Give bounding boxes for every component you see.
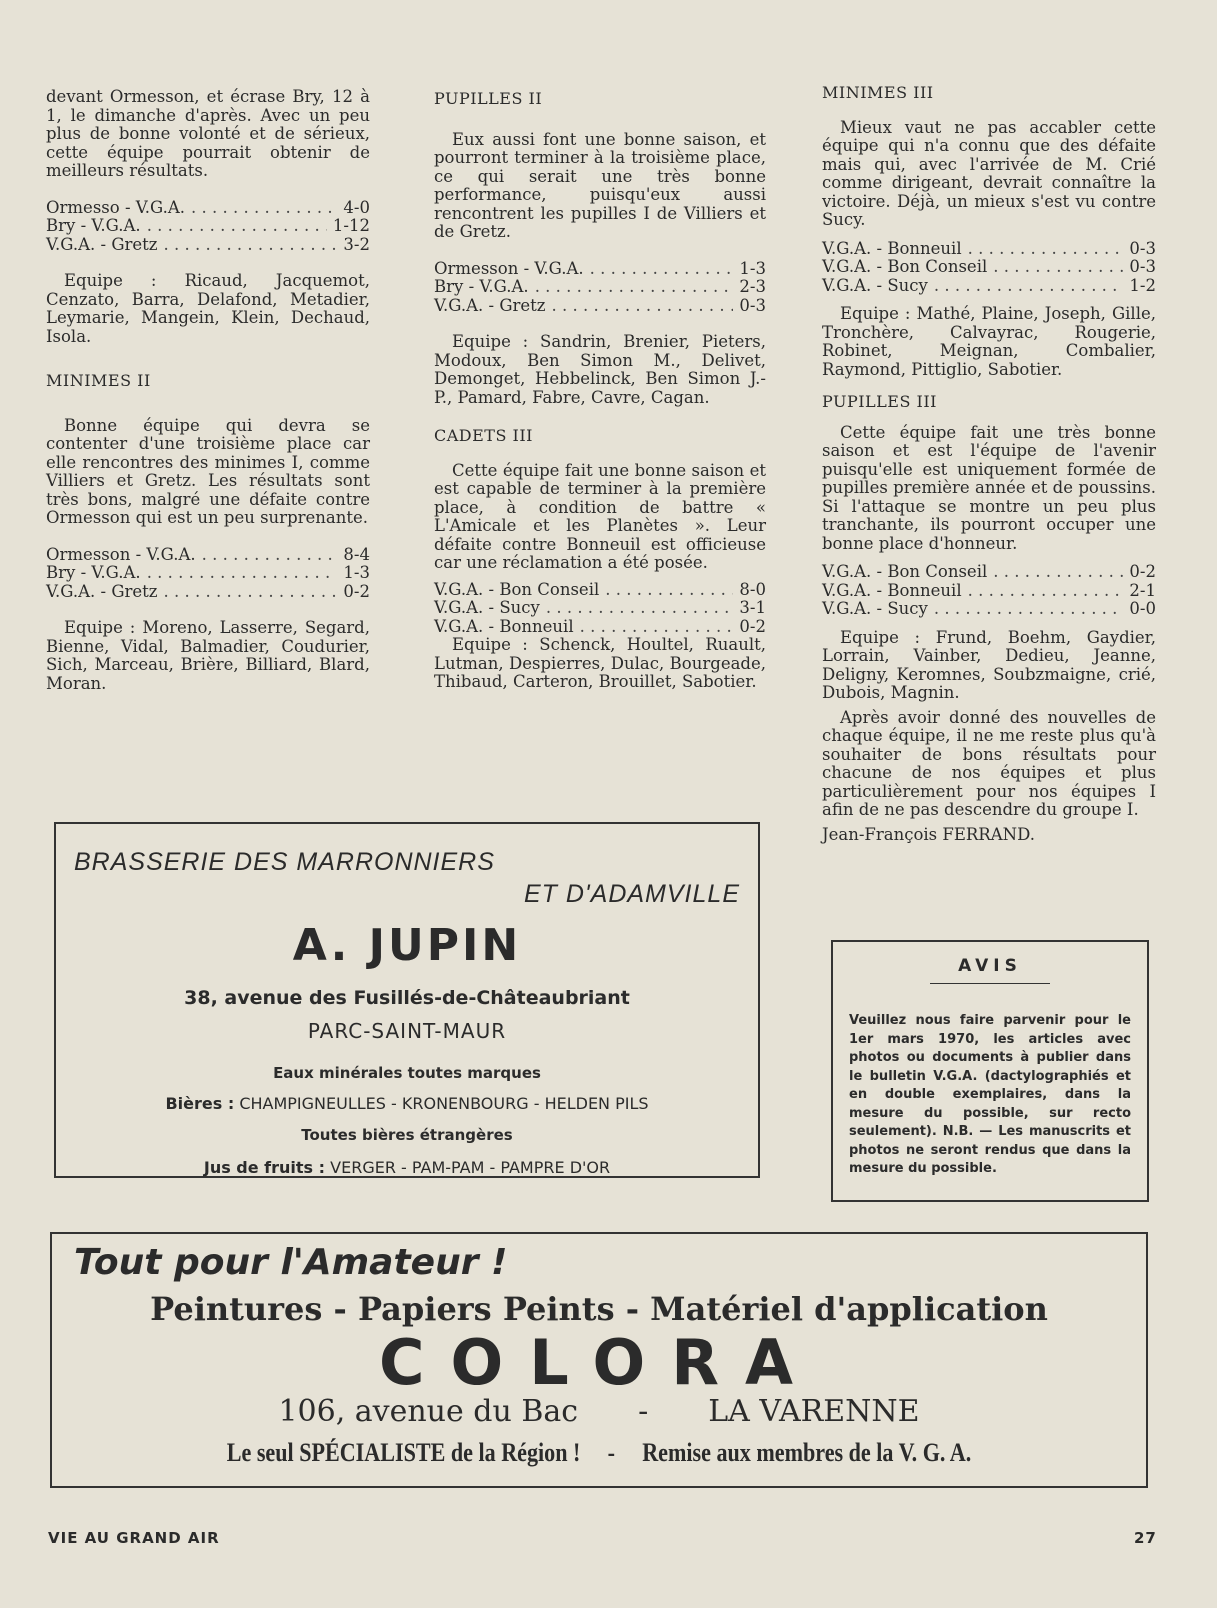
colora-advertisement	[50, 1232, 1148, 1488]
section-heading: CADETS III	[434, 426, 533, 445]
intro-paragraph: devant Ormesson, et écrase Bry, 12 à 1, le dimanche d'après. Avec un peu plus de bonne volonté et de sérieux, cette équipe pourrait obtenir de meilleurs résultats.	[46, 87, 370, 180]
score-table-3	[434, 260, 766, 316]
section-heading: PUPILLES II	[434, 89, 543, 108]
ad-location	[52, 1394, 1146, 1429]
score-row: V.G.A. - Sucy . . . 0-0	[822, 600, 1156, 619]
signature: Jean-François FERRAND.	[822, 824, 1035, 844]
team-list: Equipe : Mathé, Plaine, Joseph, Gille, Tronchère, Calvayrac, Rougerie, Robinet, Meignan, Combalier, Raymond, Pittiglio, Sabotier.	[822, 304, 1156, 379]
section-paragraph: Mieux vaut ne pas accabler cette équipe qui n'a connu que des défaite mais qui, avec l'arrivée de M. Crié comme dirigeant, devrait connaître la victoire. Déjà, un mieux s'est vu contre Sucy.	[822, 117, 1156, 229]
ad-foreign-beers: Toutes bières étrangères	[301, 1126, 513, 1144]
page-number: 27	[1134, 1529, 1157, 1547]
column-right	[822, 84, 1156, 844]
ad-mineral-water: Eaux minérales toutes marques	[273, 1064, 541, 1082]
score-row: V.G.A. - Sucy . . . 3-1	[434, 599, 766, 618]
ad-address: 106, avenue du Bac	[278, 1394, 579, 1429]
score-row: V.G.A. - Bonneuil . . . 0-2	[434, 618, 766, 637]
score-row: V.G.A. - Bon Conseil . . . 8-0	[434, 581, 766, 600]
avis-body: Veuillez nous faire parvenir pour le 1er mars 1970, les articles avec photos ou documents à publier dans le bulletin V.G.A. (dactylographiés et en double exemplaires, dans la mesure du possible, sur recto seulement). N.B. — Les manuscrits et photos ne seront rendus que dans la mesure du possible.	[849, 1013, 1131, 1176]
avis-rule	[930, 983, 1050, 984]
score-row: Ormesson - V.G.A. . . . 1-3	[434, 260, 766, 279]
ad-juices	[56, 1158, 758, 1177]
section-heading: PUPILLES III	[822, 392, 937, 411]
score-row: V.G.A. - Gretz . . . 0-3	[434, 297, 766, 316]
score-row: V.G.A. - Bon Conseil . . . 0-3	[822, 258, 1156, 277]
team-list: Equipe : Sandrin, Brenier, Pieters, Modoux, Ben Simon M., Delivet, Demonget, Hebbelinck, Ben Simon J.-P., Pamard, Fabre, Cavre, Cagan.	[434, 332, 766, 407]
section-paragraph: Bonne équipe qui devra se contenter d'une troisième place car elle rencontres des minimes I, comme Villiers et Gretz. Les résultats sont très bons, malgré une défaite contre Ormesson qui est un peu surprenante.	[46, 415, 370, 527]
score-table-4	[434, 581, 766, 637]
ad-address: 38, avenue des Fusillés-de-Châteaubriant	[184, 987, 630, 1009]
score-row: Ormesson - V.G.A. . . . 8-4	[46, 546, 370, 565]
score-row: V.G.A. - Sucy . . . 1-2	[822, 277, 1156, 296]
team-list: Equipe : Moreno, Lasserre, Segard, Bienne, Vidal, Balmadier, Coudurier, Sich, Marceau, Brière, Billiard, Blard, Moran.	[46, 618, 370, 693]
ad-owner-name: A. JUPIN	[292, 920, 522, 971]
score-table-5	[822, 240, 1156, 296]
ad-products: Peintures - Papiers Peints - Matériel d'application	[150, 1290, 1048, 1328]
ad-beers-label: Bières :	[165, 1094, 235, 1113]
section-paragraph: Eux aussi font une bonne saison, et pourront terminer à la troisième place, ce qui serait une très bonne performance, puisqu'eux aussi rencontrent les pupilles I de Villiers et de Gretz.	[434, 129, 766, 241]
publication-name: VIE AU GRAND AIR	[48, 1529, 220, 1547]
ad-beers-list: CHAMPIGNEULLES - KRONENBOURG - HELDEN PILS	[239, 1094, 649, 1113]
ad-beers	[56, 1094, 758, 1113]
score-row: Bry - V.G.A. . . . 1-3	[46, 564, 370, 583]
ad-city: PARC-SAINT-MAUR	[307, 1019, 507, 1043]
score-row: V.G.A. - Bon Conseil . . . 0-2	[822, 563, 1156, 582]
ad-slogan: Tout pour l'Amateur !	[74, 1242, 508, 1283]
score-row: V.G.A. - Bonneuil . . . 2-1	[822, 582, 1156, 601]
score-row: Bry - V.G.A. . . . 1-12	[46, 217, 370, 236]
section-paragraph: Cette équipe fait une très bonne saison et est l'équipe de l'avenir puisqu'elle est uniquement formée de pupilles première année et de poussins. Si l'attaque se montre un peu plus tranchante, ils pourront occuper une bonne place d'honneur.	[822, 422, 1156, 553]
team-list: Equipe : Ricaud, Jacquemot, Cenzato, Barra, Delafond, Metadier, Leymarie, Mangein, Klein, Dechaud, Isola.	[46, 271, 370, 346]
score-row: V.G.A. - Gretz . . . 3-2	[46, 236, 370, 255]
avis-notice	[831, 940, 1149, 1202]
team-list: Equipe : Schenck, Houltel, Ruault, Lutman, Despierres, Dulac, Bourgeade, Thibaud, Carteron, Brouillet, Sabotier.	[434, 635, 766, 691]
ad-specialist: Le seul SPÉCIALISTE de la Région !	[226, 1438, 581, 1467]
ad-brasserie-title: BRASSERIE DES MARRONNIERS	[74, 848, 495, 876]
section-heading: MINIMES III	[822, 83, 934, 102]
ad-discount: Remise aux membres de la V. G. A.	[642, 1438, 972, 1467]
ad-separator: -	[607, 1438, 615, 1467]
score-table-2	[46, 546, 370, 602]
score-row: V.G.A. - Gretz . . . 0-2	[46, 583, 370, 602]
ad-specialist-line	[134, 1438, 1064, 1468]
ad-brasserie-subtitle: ET D'ADAMVILLE	[523, 880, 740, 908]
column-middle	[434, 90, 766, 692]
ad-juices-label: Jus de fruits :	[203, 1158, 326, 1177]
column-left	[46, 88, 370, 693]
score-row: V.G.A. - Bonneuil . . . 0-3	[822, 240, 1156, 259]
ad-brand-name: COLORA	[379, 1326, 819, 1399]
ad-separator: -	[638, 1394, 649, 1429]
score-row: Bry - V.G.A. . . . 2-3	[434, 278, 766, 297]
ad-juices-list: VERGER - PAM-PAM - PAMPRE D'OR	[330, 1158, 611, 1177]
brasserie-advertisement	[54, 822, 760, 1178]
section-heading: MINIMES II	[46, 371, 151, 390]
closing-paragraph: Après avoir donné des nouvelles de chaque équipe, il ne me reste plus qu'à souhaiter de bons résultats pour chacune de nos équipes et plus particulièrement pour nos équipes I afin de ne pas descendre du groupe I.	[822, 707, 1156, 819]
score-row: Ormesso - V.G.A. . . . 4-0	[46, 199, 370, 218]
avis-title: AVIS	[958, 956, 1022, 976]
ad-city: LA VARENNE	[708, 1394, 920, 1429]
score-table-6	[822, 563, 1156, 619]
score-table-1	[46, 199, 370, 255]
section-paragraph: Cette équipe fait une bonne saison et est capable de terminer à la première place, à condition de battre « L'Amicale et les Planètes ». Leur défaite contre Bonneuil est officieuse car une réclamation a été posée.	[434, 460, 766, 572]
team-list: Equipe : Frund, Boehm, Gaydier, Lorrain, Vainber, Dedieu, Jeanne, Deligny, Keromnes, Soubzmaigne, crié, Dubois, Magnin.	[822, 627, 1156, 702]
